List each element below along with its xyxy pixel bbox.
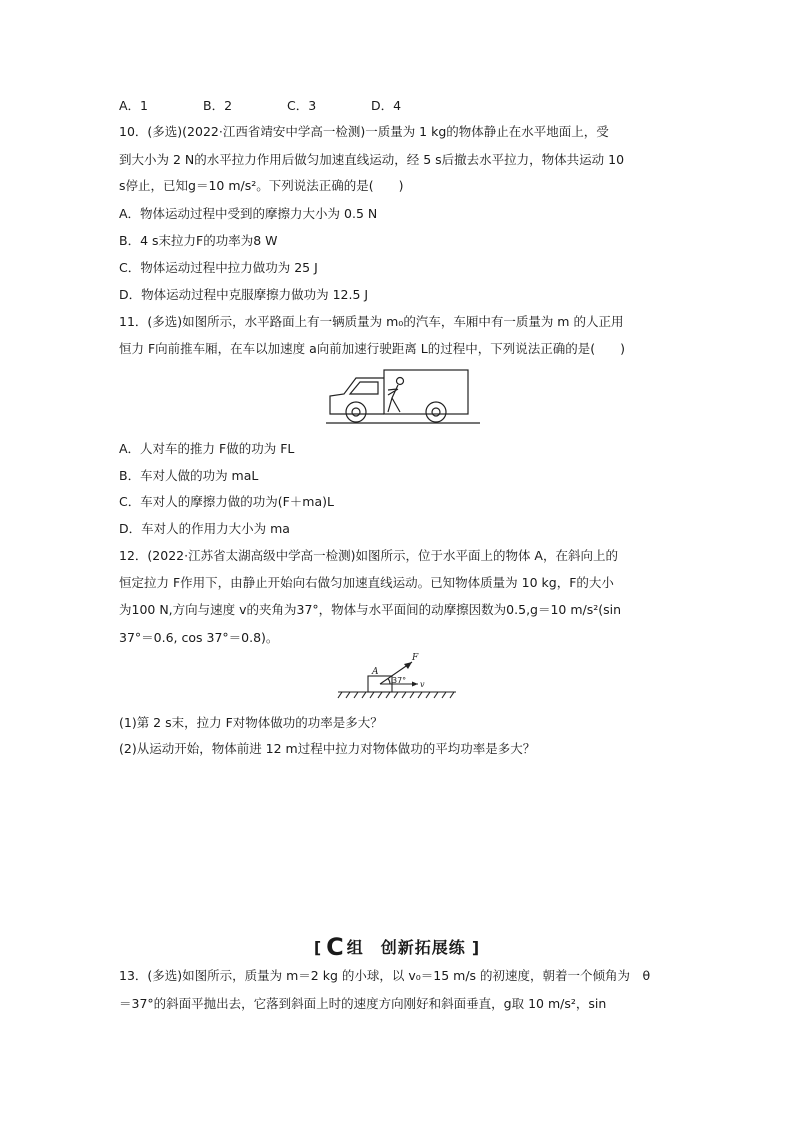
rear-wheel bbox=[426, 402, 446, 422]
banner-bracket-left: [ bbox=[313, 938, 323, 957]
q9-option-c: C．3 bbox=[287, 98, 317, 113]
q10-option-c: C．物体运动过程中拉力做功为 25 J bbox=[119, 260, 318, 275]
q13-stem-line-1: 13．(多选)如图所示，质量为 m＝2 kg 的小球，以 v₀＝15 m/s 的初速度，朝着一个倾角为 θ bbox=[119, 968, 651, 983]
q12-stem-line-3: 为100 N,方向与速度 v的夹角为37°，物体与水平面间的动摩擦因数为0.5,g＝10 m/s²(sin bbox=[119, 602, 622, 617]
q10-option-b: B．4 s末拉力F的功率为8 W bbox=[119, 233, 278, 248]
q12-subquestion-1: (1)第 2 s末，拉力 F对物体做功的功率是多大？ bbox=[119, 715, 383, 730]
rear-wheel-hub bbox=[432, 408, 440, 416]
label-f: F bbox=[412, 653, 419, 663]
q12-stem-line-1: 12．(2022·江苏省太湖高级中学高一检测)如图所示，位于水平面上的物体 A，在斜向上的 bbox=[119, 548, 618, 563]
person-head bbox=[397, 378, 404, 385]
q10-stem-line-2: 到大小为 2 N的水平拉力作用后做匀加速直线运动，经 5 s后撤去水平拉力，物体共运动 10 bbox=[119, 152, 625, 167]
angle-arc bbox=[388, 679, 390, 685]
banner-bracket-right: ] bbox=[471, 938, 481, 957]
truck-figure bbox=[322, 364, 482, 428]
front-wheel-hub bbox=[352, 408, 360, 416]
block-force-figure bbox=[336, 652, 462, 704]
q11-option-c: C．车对人的摩擦力做的功为(F＋ma)L bbox=[119, 494, 334, 509]
q12-stem-line-4: 37°＝0.6, cos 37°＝0.8)。 bbox=[119, 630, 279, 645]
q10-option-d: D．物体运动过程中克服摩擦力做功为 12.5 J bbox=[119, 287, 369, 302]
q10-option-a: A．物体运动过程中受到的摩擦力大小为 0.5 N bbox=[119, 206, 378, 221]
section-c-banner bbox=[0, 933, 794, 961]
truck-cargo-box bbox=[384, 370, 468, 414]
q10-stem-line-1: 10．(多选)(2022·江西省靖安中学高一检测)一质量为 1 kg的物体静止在水平地面上，受 bbox=[119, 124, 609, 139]
label-angle: 37° bbox=[392, 676, 407, 685]
q11-option-b: B．车对人做的功为 maL bbox=[119, 468, 259, 483]
q11-option-d: D．车对人的作用力大小为 ma bbox=[119, 521, 290, 536]
q11-stem-line-2: 恒力 F向前推车厢，在车以加速度 a向前加速行驶距离 L的过程中，下列说法正确的是( ) bbox=[119, 341, 625, 356]
q10-stem-line-3: s停止，已知g＝10 m/s²。下列说法正确的是( ) bbox=[119, 178, 404, 193]
person-body bbox=[388, 385, 400, 412]
q9-options bbox=[119, 96, 455, 116]
q9-option-b: B．2 bbox=[203, 98, 233, 113]
q9-option-a: A．1 bbox=[119, 98, 149, 113]
banner-title: 组 创新拓展练 bbox=[346, 938, 466, 957]
q12-stem-line-2: 恒定拉力 F作用下，由静止开始向右做匀加速直线运动。已知物体质量为 10 kg，F的大小 bbox=[119, 575, 614, 590]
q9-option-d: D．4 bbox=[371, 98, 402, 113]
q11-stem-line-1: 11．(多选)如图所示，水平路面上有一辆质量为 m₀的汽车，车厢中有一质量为 m 的人正用 bbox=[119, 314, 624, 329]
q12-subquestion-2: (2)从运动开始，物体前进 12 m过程中拉力对物体做功的平均功率是多大？ bbox=[119, 741, 536, 756]
label-a: A bbox=[372, 667, 379, 677]
ground-hatching bbox=[338, 692, 454, 698]
q13-stem-line-2: ＝37°的斜面平抛出去，它落到斜面上时的速度方向刚好和斜面垂直，g取 10 m/s²，sin bbox=[119, 996, 607, 1011]
q11-option-a: A．人对车的推力 F做的功为 FL bbox=[119, 441, 295, 456]
label-v: v bbox=[420, 680, 425, 689]
front-wheel bbox=[346, 402, 366, 422]
banner-c-letter: C bbox=[326, 933, 345, 961]
truck-window bbox=[350, 382, 378, 394]
velocity-arrowhead bbox=[412, 682, 418, 687]
force-arrowhead bbox=[404, 662, 412, 669]
